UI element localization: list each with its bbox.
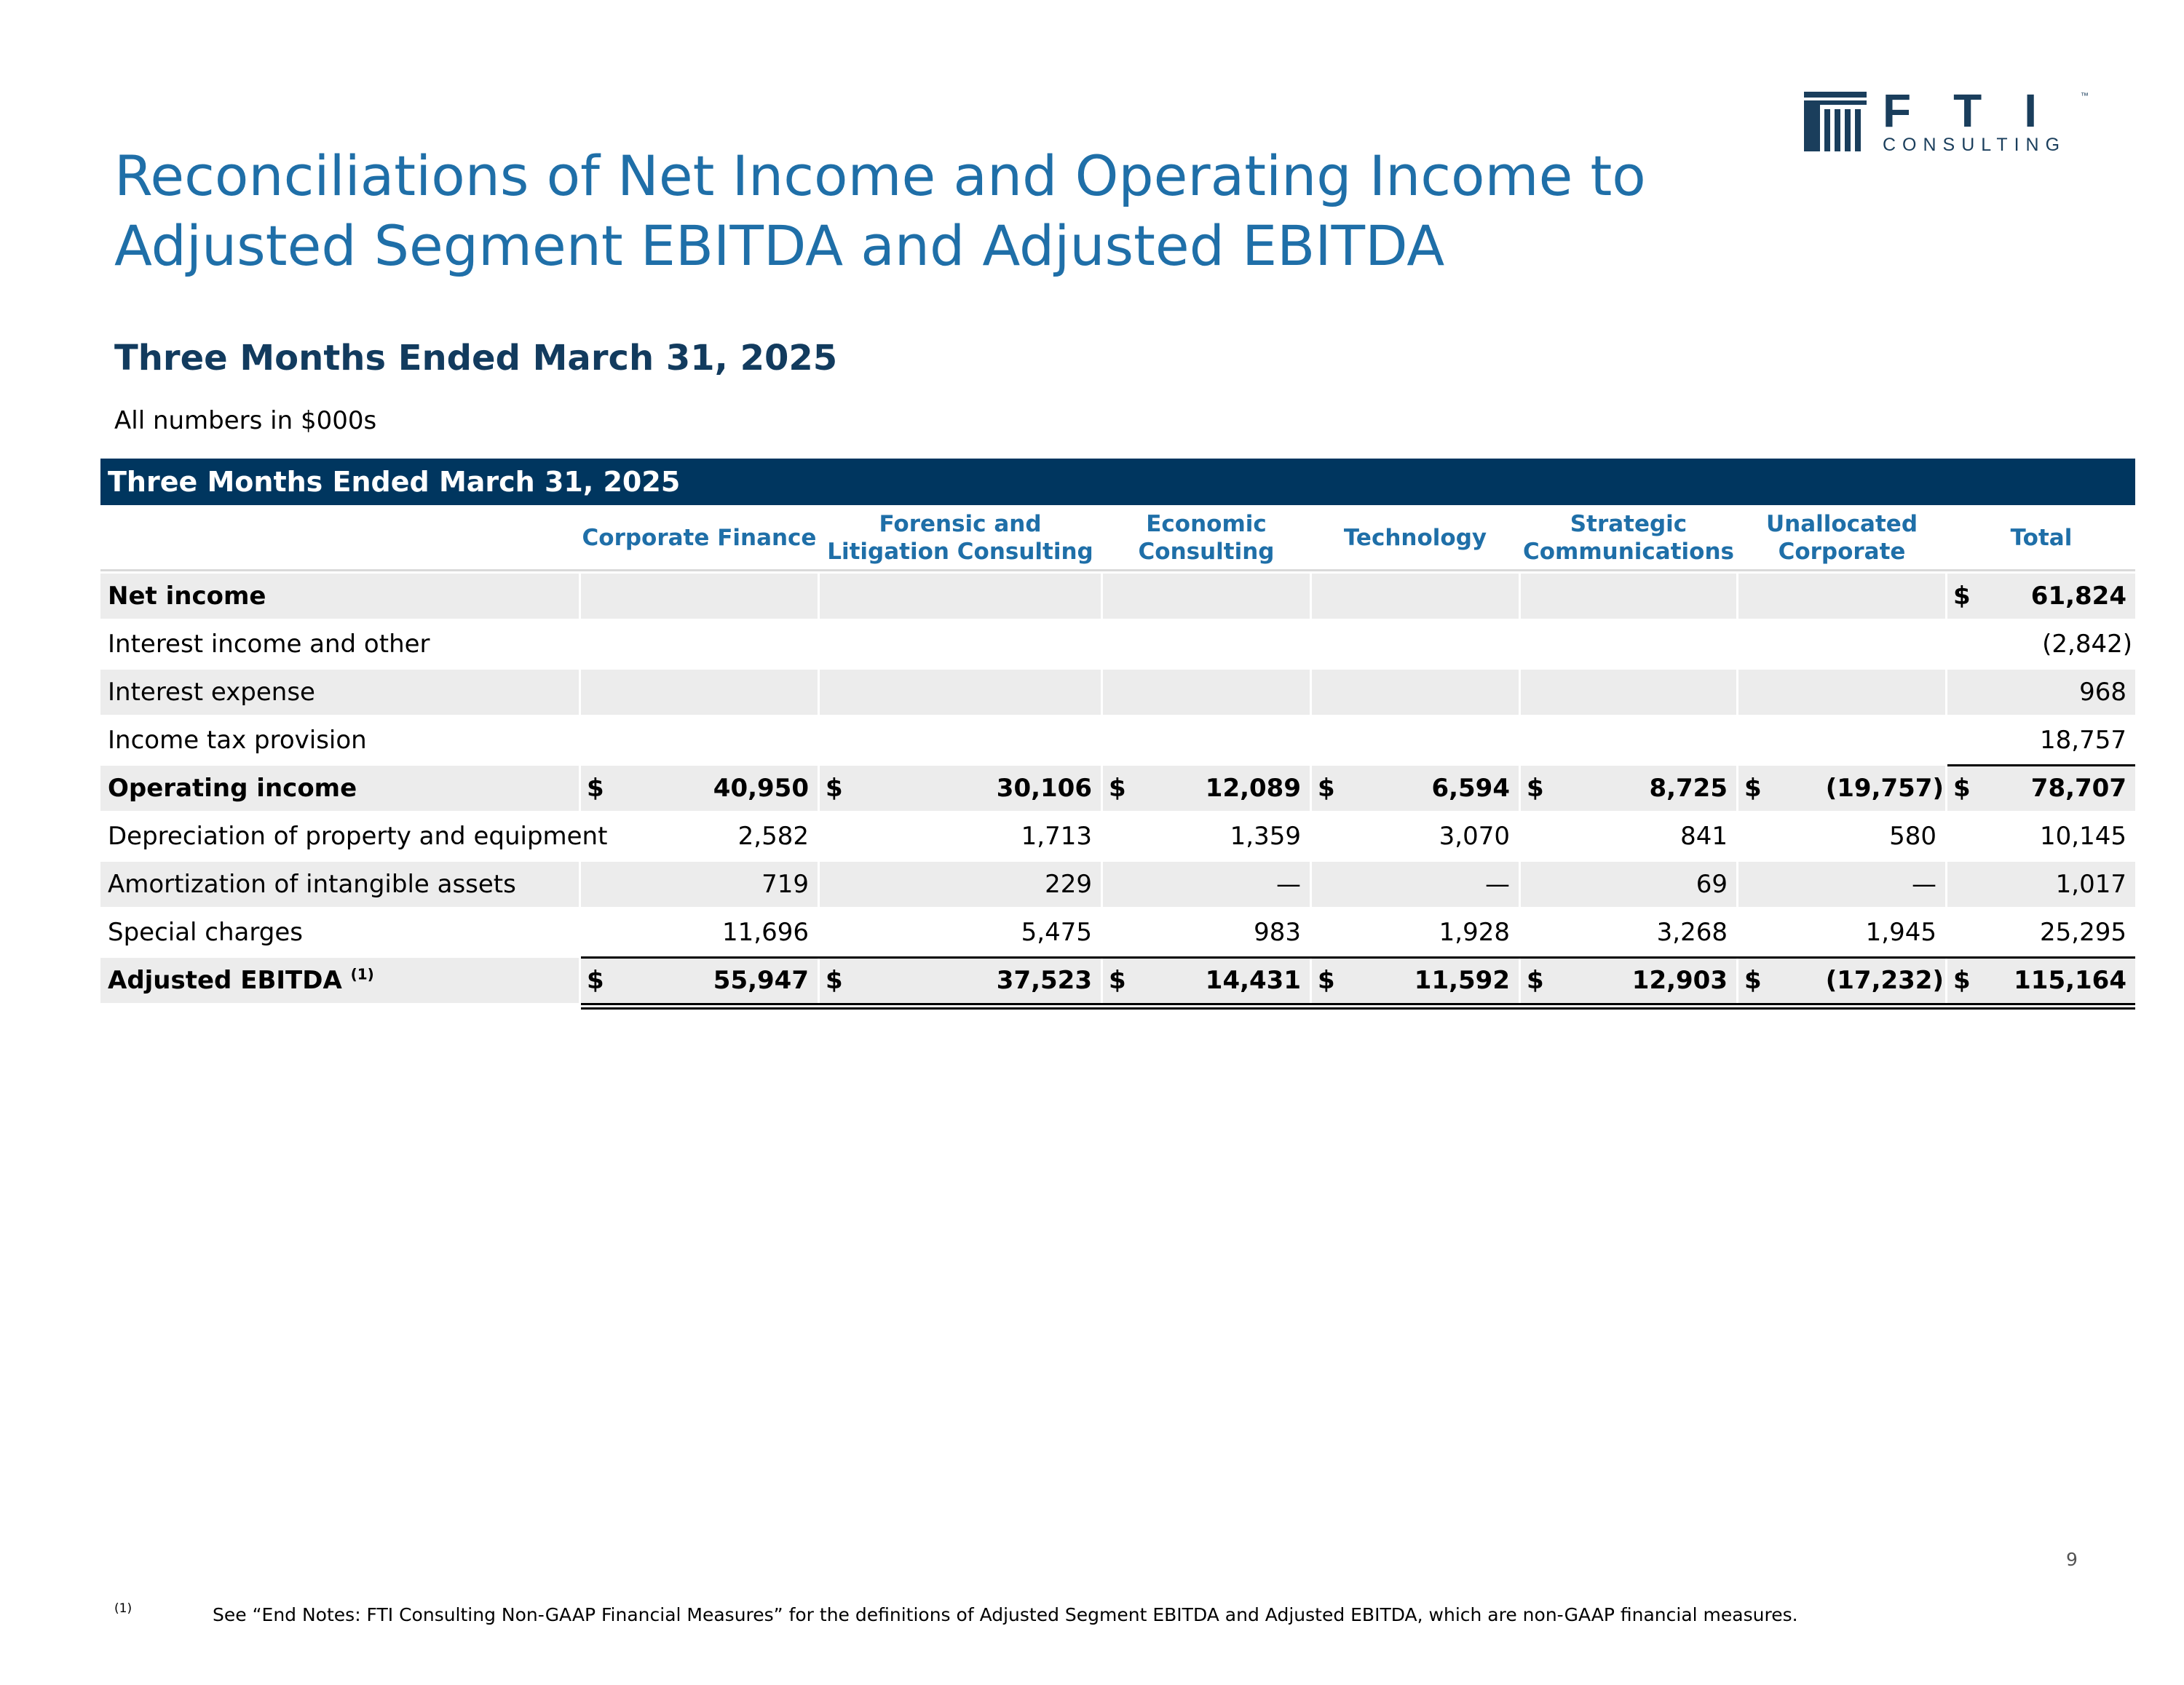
value-cell <box>581 814 818 859</box>
value-cell <box>1312 718 1519 763</box>
row-label-text: Depreciation of property and equipment <box>108 822 608 851</box>
value-cell <box>1521 718 1736 763</box>
row-label <box>108 670 315 715</box>
value-cell <box>1947 814 2135 859</box>
value: 841 <box>1680 822 1728 851</box>
value: 25,295 <box>2040 918 2126 947</box>
page-number: 9 <box>2066 1549 2078 1570</box>
value-cell <box>1521 958 1736 1003</box>
value-cell <box>1312 622 1519 667</box>
row-label-cell <box>100 958 579 1003</box>
value-cell <box>1738 814 1945 859</box>
row-label-cell <box>100 862 579 907</box>
value-cell <box>1738 910 1945 955</box>
row-label-text: Income tax provision <box>108 726 367 755</box>
row-label <box>108 622 430 667</box>
value: 8,725 <box>1649 774 1728 803</box>
currency-symbol: $ <box>1744 774 1762 803</box>
value-cell <box>581 670 818 715</box>
value-cell <box>581 622 818 667</box>
fti-columns-icon <box>1804 92 1867 151</box>
row-label <box>108 814 607 859</box>
value-cell <box>1738 718 1945 763</box>
page-subtitle: Three Months Ended March 31, 2025 <box>114 338 838 378</box>
row-label-text: Special charges <box>108 918 303 947</box>
value-cell <box>1947 670 2135 715</box>
value: 14,431 <box>1205 966 1301 995</box>
value-cell <box>1947 622 2135 667</box>
table-row <box>100 766 2135 811</box>
value: 1,359 <box>1230 822 1301 851</box>
value-cell <box>820 670 1101 715</box>
double-underline <box>581 1003 2135 1010</box>
currency-symbol: $ <box>1109 774 1126 803</box>
row-label-cell <box>100 766 579 811</box>
column-header: Strategic Communications <box>1523 511 1734 565</box>
value: 983 <box>1254 918 1301 947</box>
value-cell <box>1521 670 1736 715</box>
value: 3,268 <box>1656 918 1728 947</box>
row-label-cell <box>100 814 608 859</box>
value-cell <box>1312 814 1519 859</box>
value-cell <box>1312 670 1519 715</box>
value-cell <box>1947 910 2135 955</box>
value-cell <box>820 958 1101 1003</box>
row-label <box>108 766 357 811</box>
value-cell <box>1947 718 2135 763</box>
table-row <box>100 670 2135 715</box>
column-header: Forensic and Litigation Consulting <box>827 511 1093 565</box>
value: — <box>1485 870 1510 899</box>
value-cell <box>581 958 818 1003</box>
value: (17,232) <box>1825 966 1944 995</box>
value-cell <box>1103 958 1310 1003</box>
value: — <box>1276 870 1301 899</box>
currency-symbol: $ <box>1744 966 1762 995</box>
value: (2,842) <box>2042 630 2132 659</box>
value: 968 <box>2079 678 2126 707</box>
value: 1,713 <box>1021 822 1092 851</box>
value: 2,582 <box>737 822 809 851</box>
row-label-cell <box>100 718 579 763</box>
value-cell <box>581 862 818 907</box>
column-header: Total <box>2010 525 2073 551</box>
row-label-cell <box>100 910 579 955</box>
table-row <box>100 958 2135 1003</box>
value: 30,106 <box>996 774 1092 803</box>
value-cell <box>1521 862 1736 907</box>
row-label-text: Adjusted EBITDA <box>108 966 342 995</box>
value: 10,145 <box>2040 822 2126 851</box>
value: 580 <box>1889 822 1936 851</box>
value-cell <box>1103 670 1310 715</box>
value: 5,475 <box>1021 918 1092 947</box>
row-label-cell <box>100 622 579 667</box>
table-row <box>100 862 2135 907</box>
value: — <box>1912 870 1936 899</box>
value-cell <box>1947 766 2135 811</box>
logo-wordmark: FTI <box>1883 84 2079 137</box>
value-cell <box>1521 622 1736 667</box>
table-row <box>100 574 2135 619</box>
value-cell <box>581 574 818 619</box>
value-cell <box>1103 718 1310 763</box>
row-label <box>108 862 516 907</box>
currency-symbol: $ <box>826 966 843 995</box>
value-cell <box>820 910 1101 955</box>
value-cell <box>1312 574 1519 619</box>
row-label <box>108 574 266 619</box>
value-cell <box>1738 574 1945 619</box>
footnote-mark: (1) <box>114 1601 132 1616</box>
value-cell <box>581 910 818 955</box>
row-label-text: Interest income and other <box>108 630 430 659</box>
value-cell <box>820 862 1101 907</box>
currency-symbol: $ <box>1527 966 1544 995</box>
value: 719 <box>761 870 809 899</box>
value: 1,945 <box>1865 918 1936 947</box>
value-cell <box>1521 574 1736 619</box>
value-cell <box>1738 670 1945 715</box>
value-cell <box>1103 862 1310 907</box>
units-note: All numbers in $000s <box>114 406 377 435</box>
value: 3,070 <box>1439 822 1510 851</box>
row-label <box>108 958 374 1003</box>
value-cell <box>1312 958 1519 1003</box>
total-rule <box>1947 764 2135 766</box>
row-label-cell <box>100 670 579 715</box>
value: 37,523 <box>996 966 1092 995</box>
row-label-text: Interest expense <box>108 678 315 707</box>
value-cell <box>1312 862 1519 907</box>
value: (19,757) <box>1825 774 1944 803</box>
currency-symbol: $ <box>1318 966 1335 995</box>
header-divider <box>100 569 2135 571</box>
value-cell <box>820 718 1101 763</box>
value-cell <box>820 766 1101 811</box>
currency-symbol: $ <box>587 966 604 995</box>
value: 1,928 <box>1439 918 1510 947</box>
value: 12,089 <box>1205 774 1301 803</box>
table-row <box>100 910 2135 955</box>
currency-symbol: $ <box>826 774 843 803</box>
table-row <box>100 622 2135 667</box>
subtotal-rule <box>581 956 2135 959</box>
value: 55,947 <box>713 966 809 995</box>
value-cell <box>581 766 818 811</box>
value: 40,950 <box>713 774 809 803</box>
table-row <box>100 718 2135 763</box>
row-label-text: Net income <box>108 582 266 611</box>
value-cell <box>820 622 1101 667</box>
value-cell <box>1103 910 1310 955</box>
logo-trademark: ™ <box>2081 92 2089 100</box>
value-cell <box>1738 766 1945 811</box>
value-cell <box>1103 766 1310 811</box>
column-header: Technology <box>1343 525 1487 551</box>
value-cell <box>1103 574 1310 619</box>
value: 61,824 <box>2030 582 2126 611</box>
currency-symbol: $ <box>1953 966 1971 995</box>
value-cell <box>1947 958 2135 1003</box>
value-cell <box>820 814 1101 859</box>
value-cell <box>1738 622 1945 667</box>
value-cell <box>1103 622 1310 667</box>
fti-logo <box>1804 84 2095 155</box>
table-row <box>100 814 2135 859</box>
value-cell <box>1738 862 1945 907</box>
value: 11,696 <box>722 918 809 947</box>
column-header: Unallocated Corporate <box>1765 511 1918 565</box>
value: 6,594 <box>1431 774 1510 803</box>
logo-subtext: CONSULTING <box>1883 135 2067 155</box>
value-cell <box>1521 814 1736 859</box>
value: 12,903 <box>1631 966 1728 995</box>
value: 11,592 <box>1414 966 1510 995</box>
value-cell <box>1521 766 1736 811</box>
value-cell <box>1738 958 1945 1003</box>
value: 229 <box>1045 870 1092 899</box>
value: 78,707 <box>2030 774 2126 803</box>
currency-symbol: $ <box>1953 774 1971 803</box>
currency-symbol: $ <box>1318 774 1335 803</box>
row-label-text: Amortization of intangible assets <box>108 870 516 899</box>
value-cell <box>1521 910 1736 955</box>
column-header: Economic Consulting <box>1138 511 1275 565</box>
value-cell <box>1103 814 1310 859</box>
row-label-text: Operating income <box>108 774 357 803</box>
currency-symbol: $ <box>587 774 604 803</box>
value-cell <box>1947 574 2135 619</box>
row-label <box>108 718 367 763</box>
currency-symbol: $ <box>1953 582 1971 611</box>
page-title: Reconciliations of Net Income and Operating Income to Adjusted Segment EBITDA and Adjusted EBITDA <box>114 143 1646 278</box>
value-cell <box>1312 910 1519 955</box>
value-cell <box>1312 766 1519 811</box>
row-label-cell <box>100 574 579 619</box>
value: 69 <box>1696 870 1728 899</box>
value-cell <box>820 574 1101 619</box>
currency-symbol: $ <box>1109 966 1126 995</box>
footnote-reference: (1) <box>350 965 374 983</box>
currency-symbol: $ <box>1527 774 1544 803</box>
column-header: Corporate Finance <box>582 525 817 551</box>
footnote-text: See “End Notes: FTI Consulting Non-GAAP Financial Measures” for the definitions of Adjusted Segment EBITDA and Adjusted EBITDA, which are non-GAAP financial measures. <box>213 1604 1798 1625</box>
table-banner: Three Months Ended March 31, 2025 <box>100 459 2135 505</box>
row-label <box>108 910 303 955</box>
value: 18,757 <box>2040 726 2126 755</box>
value: 1,017 <box>2055 870 2126 899</box>
value-cell <box>1947 862 2135 907</box>
value-cell <box>581 718 818 763</box>
value: 115,164 <box>2014 966 2126 995</box>
